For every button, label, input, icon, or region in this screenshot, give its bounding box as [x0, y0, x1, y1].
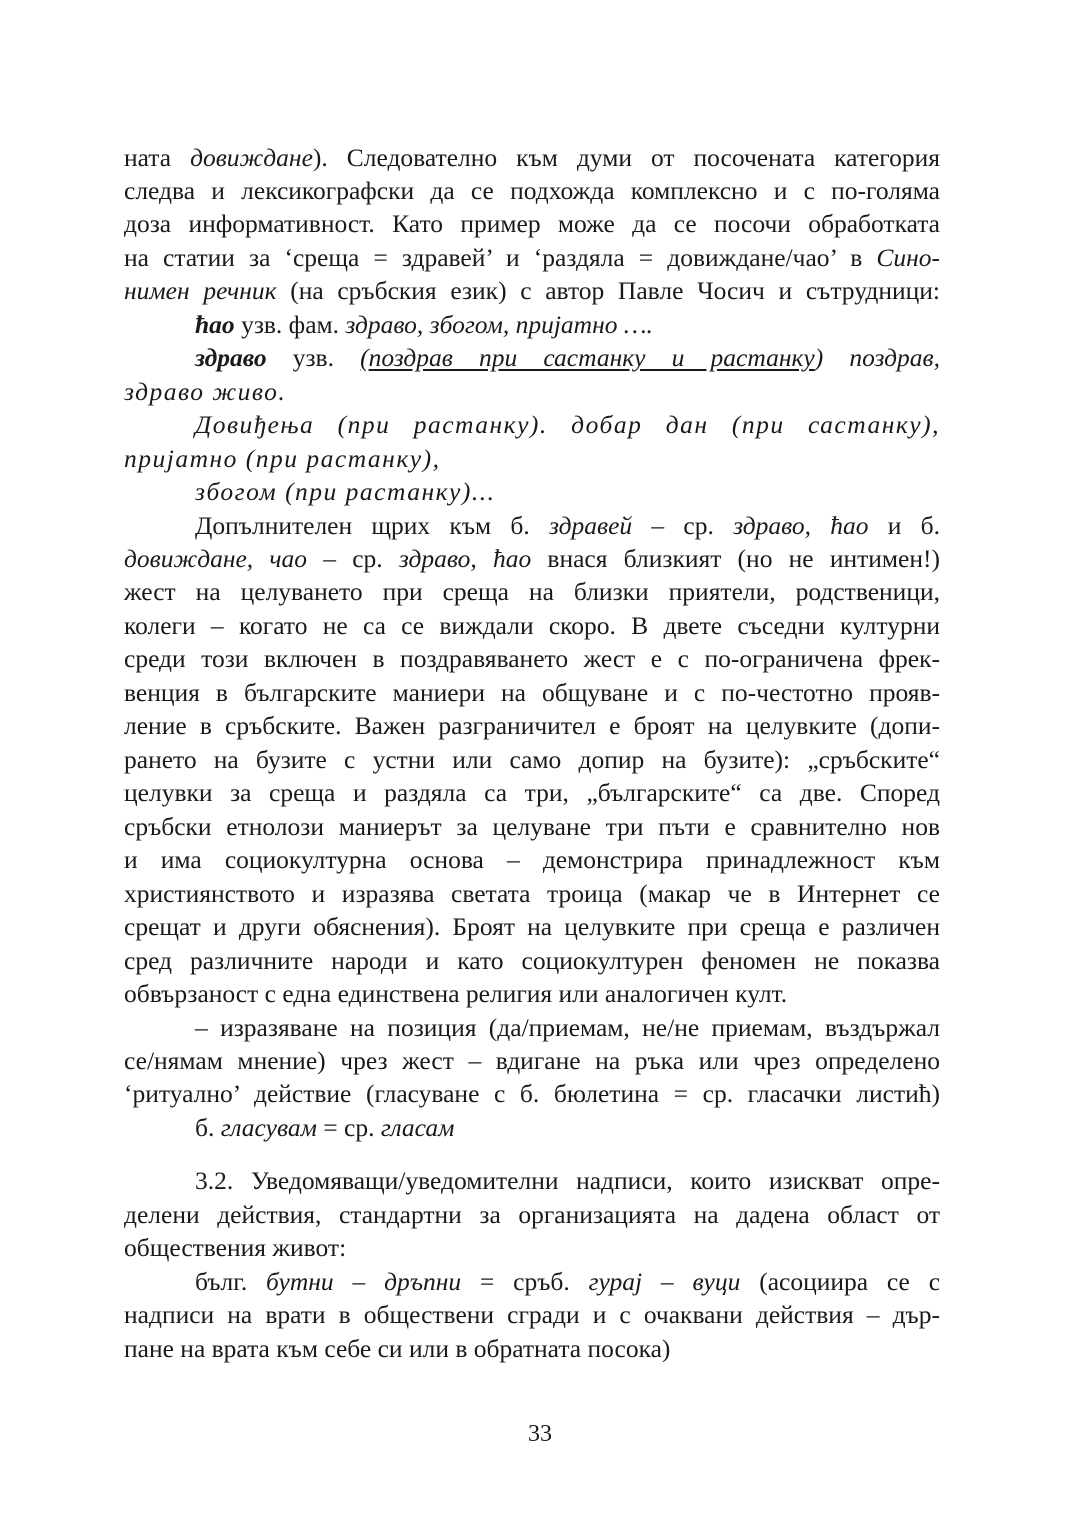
- text-line: пријатно (при растанку),: [124, 444, 441, 473]
- text-line: сръбски етнолози маниерът за целуване три пъти е сравнително нов: [124, 812, 940, 841]
- text-line: ‘ритуално’ действие (гласуване с б. бюлетина = ср. гласачки листић): [124, 1079, 940, 1108]
- text-line: нимен речник (на сръбския език) с автор Павле Чосич и сътрудници:: [124, 276, 940, 305]
- section-heading-3-2: 3.2. Уведомяващи/уведомителни надписи, които изискват опре-: [195, 1166, 940, 1195]
- page-number: 33: [528, 1421, 552, 1447]
- text-line: делени действия, стандартни за организацията на дадена област от: [124, 1200, 940, 1229]
- text-line: ната довиждане). Следователно към думи от посочената категория: [124, 143, 940, 172]
- text-line: обществения живот:: [124, 1233, 347, 1262]
- text-line: пане на врата към себе си или в обратната посока): [124, 1334, 671, 1363]
- text-line: венция в българските маниери на общуване и с по-честотно прояв-: [124, 678, 940, 707]
- text-line: християнството и изразява светата троица (макар че в Интернет се: [124, 879, 940, 908]
- text-line: и има социокултурна основа – демонстрира принадлежност към: [124, 845, 940, 874]
- text-line: се/нямам мнение) чрез жест – вдигане на ръка или чрез определено: [124, 1046, 940, 1075]
- text-line: среди този включен в поздравяването жест е с по-ограничена фрек-: [124, 644, 940, 673]
- list-item-dash: – изразяване на позиция (да/приемам, не/не приемам, въздържал: [195, 1013, 940, 1042]
- text-line: збогом (при растанку)...: [195, 477, 496, 506]
- example-pair: бълг. бутни – дръпни = сръб. гурај – вуци (асоциира се с: [195, 1267, 941, 1296]
- text-line: на статии за ‘среща = здравей’ и ‘раздяла = довиждане/чао’ в Сино-: [124, 243, 940, 272]
- example-pair: б. гласувам = ср. гласам: [195, 1113, 455, 1142]
- text-line: следва и лексикографски да се подхожда комплексно и с по-голяма: [124, 176, 940, 205]
- dictionary-entry-zdravo: здраво узв. (поздрав при састанку и растанку) поздрав,: [195, 343, 940, 372]
- text-line: здраво живо.: [124, 377, 287, 406]
- text-line: обвързаност с една единствена религия или аналогичен култ.: [124, 979, 788, 1008]
- dictionary-entry-cao: ћао узв. фам. здраво, збогом, пријатно ….: [195, 310, 653, 339]
- text-line: ление в сръбските. Важен разграничител е броят на целувките (допи-: [124, 711, 940, 740]
- text-line: целувки за среща и раздяла са три, „българските“ са две. Според: [124, 778, 940, 807]
- text-line: колеги – когато не са се виждали скоро. В двете съседни културни: [124, 611, 940, 640]
- text-line: доза информативност. Като пример може да се посочи обработката: [124, 209, 940, 238]
- text-line: срещат и други обяснения). Броят на целувките при среща е различен: [124, 912, 940, 941]
- paragraph-start: Допълнителен щрих към б. здравей – ср. здраво, ћао и б.: [195, 511, 940, 540]
- text-line: надписи на врати в обществени сгради и с очаквани действия – дър-: [124, 1300, 940, 1329]
- text-line: сред различните народи и като социокултурен феномен не показва: [124, 946, 940, 975]
- text-line: Довиђења (при растанку). добар дан (при састанку),: [195, 410, 940, 439]
- text-line: жест на целуването при среща на близки приятели, родственици,: [124, 577, 940, 606]
- text-line: рането на бузите с устни или само допир на бузите): „сръбските“: [124, 745, 940, 774]
- text-line: довиждане, чао – ср. здраво, ћао внася близкият (но не интимен!): [124, 544, 940, 573]
